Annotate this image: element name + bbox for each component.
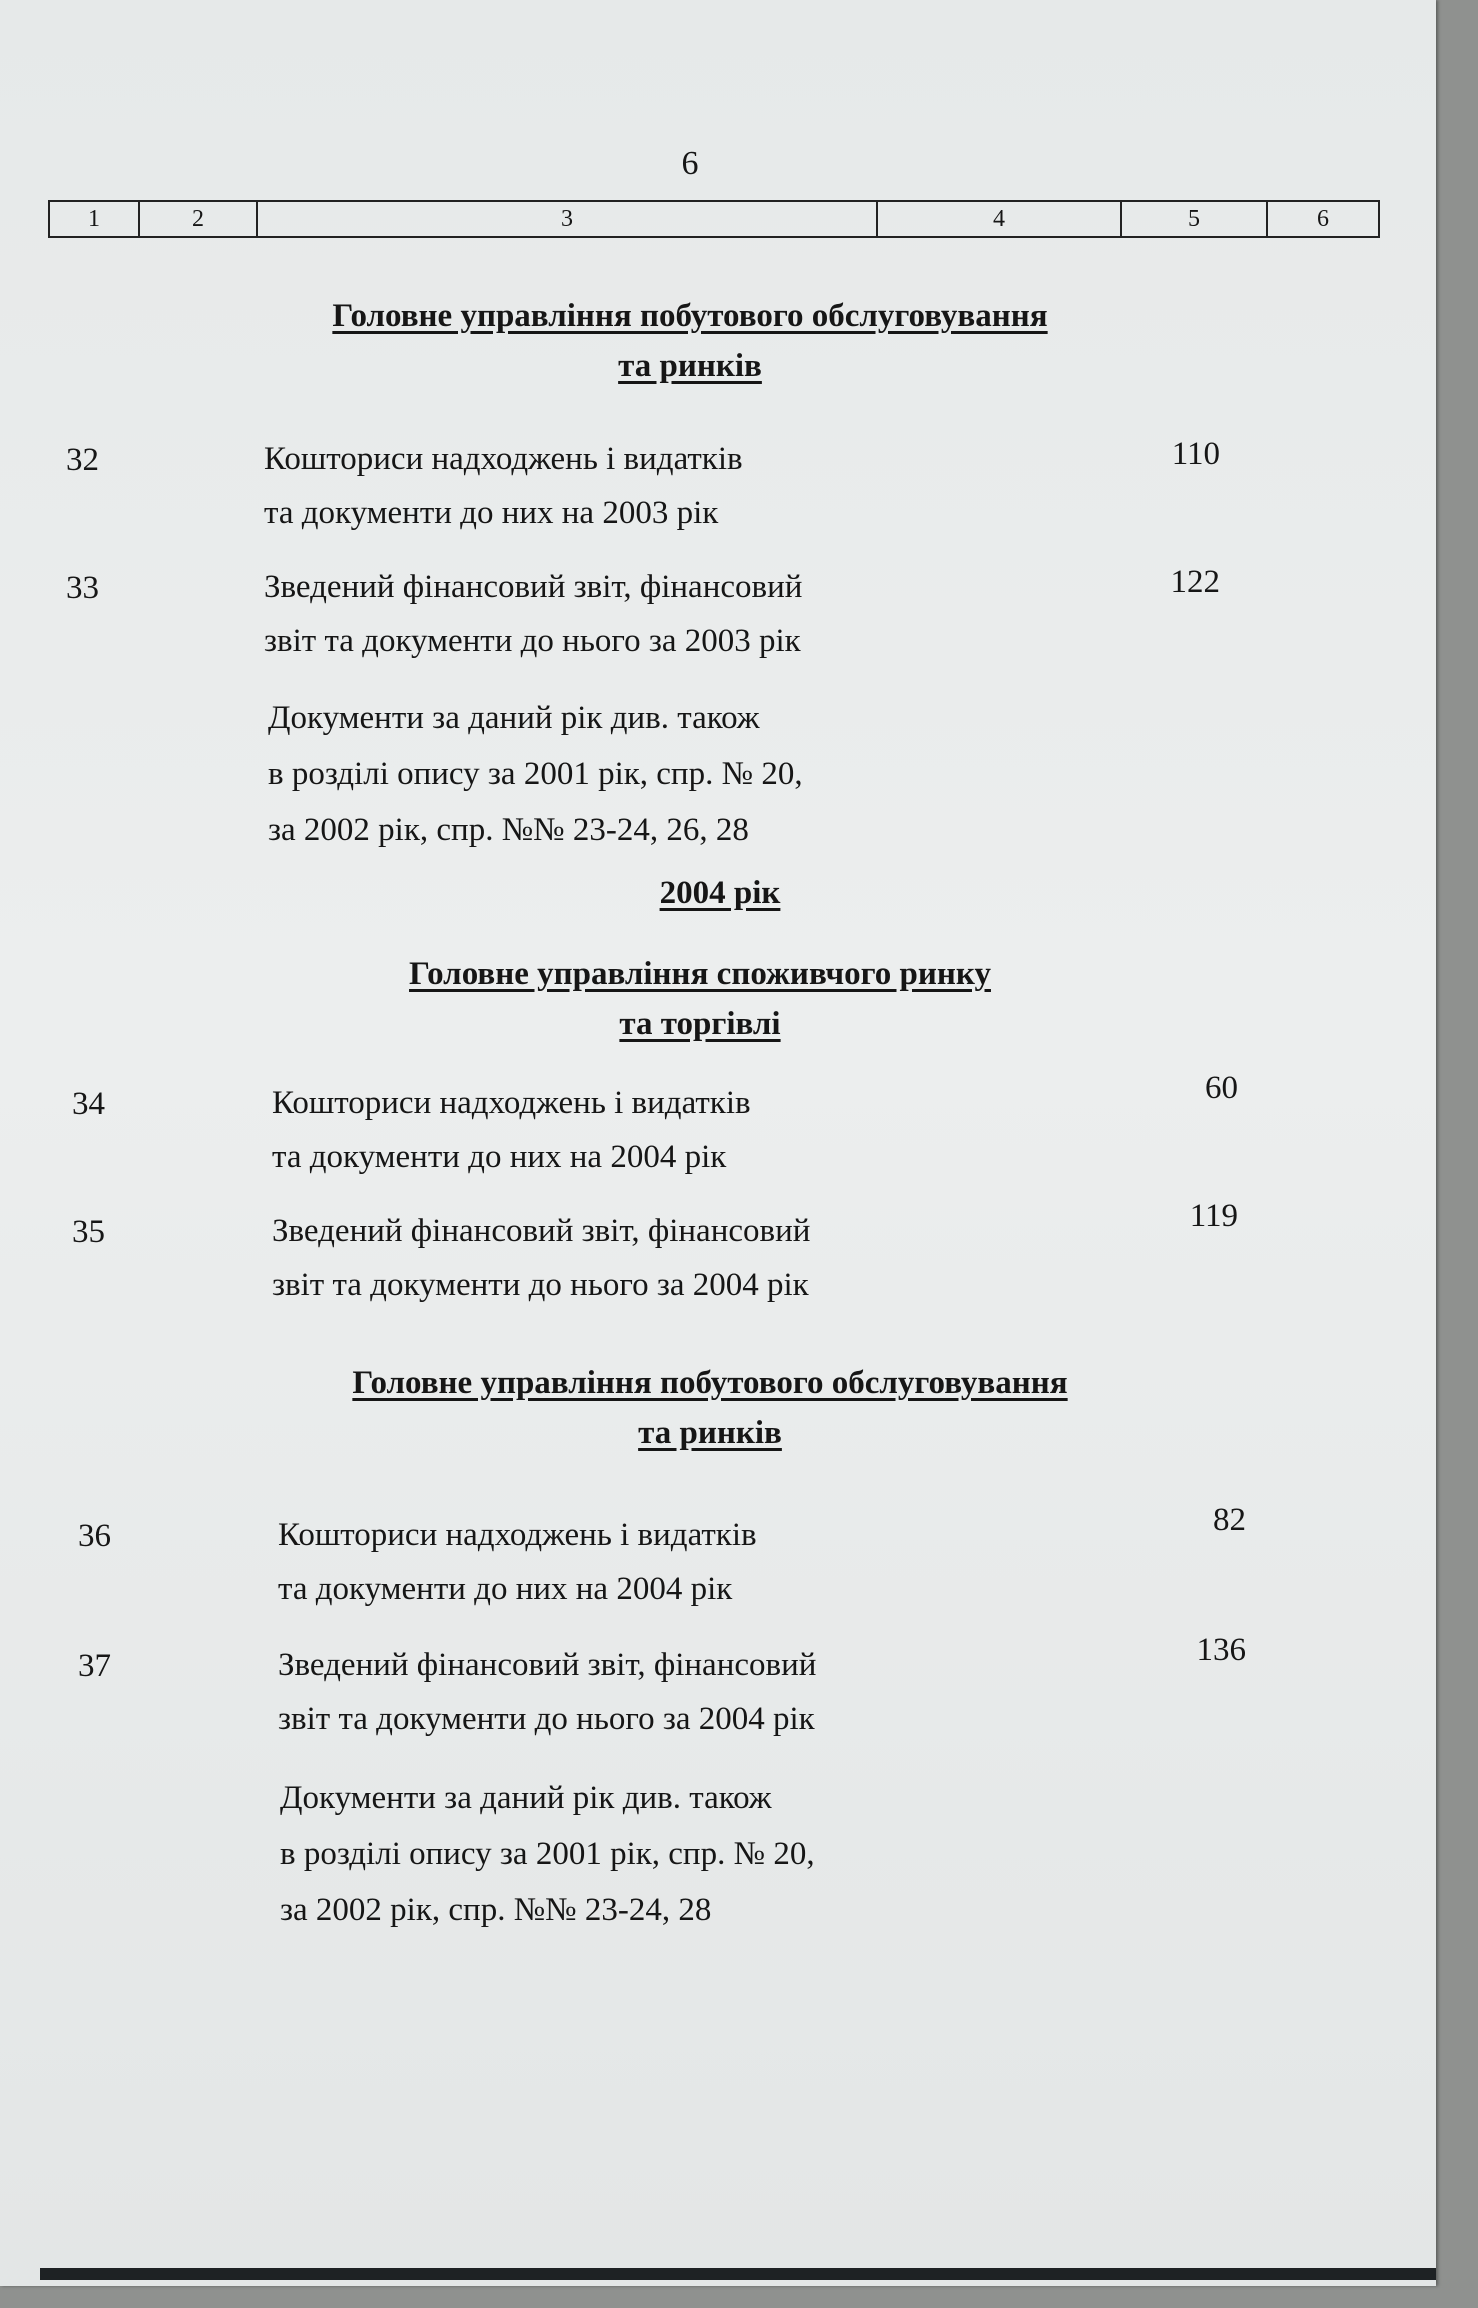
entry-page-count: 136 [1196, 1632, 1246, 1668]
column-header-6: 6 [1317, 205, 1329, 232]
section-heading-household-services [240, 291, 1140, 391]
section-heading-consumer-market [290, 949, 1110, 1049]
section-heading-household-services-2004 [260, 1358, 1160, 1458]
column-header-2: 2 [140, 202, 258, 236]
entry-title: Кошториси надходжень і видатків та документи до них на 2004 рік [278, 1517, 757, 1607]
column-header-5: 5 [1122, 202, 1268, 236]
entry-page-count: 82 [1213, 1502, 1246, 1538]
entry-page-count: 119 [1189, 1198, 1238, 1234]
entry-title: Зведений фінансовий звіт, фінансовий звіт та документи до нього за 2003 рік [264, 569, 803, 659]
entry-number: 33 [66, 570, 99, 606]
page-bottom-border [40, 2268, 1436, 2280]
entry-title: Зведений фінансовий звіт, фінансовий звіт та документи до нього за 2004 рік [278, 1647, 817, 1737]
entry-number: 36 [78, 1518, 111, 1554]
page-number: 6 [681, 145, 699, 182]
entry-number: 35 [72, 1214, 105, 1250]
entry-title: Кошториси надходжень і видатків та документи до них на 2004 рік [272, 1085, 751, 1175]
entry-title: Кошториси надходжень і видатків та документи до них на 2003 рік [264, 441, 743, 531]
column-header-4: 4 [878, 202, 1122, 236]
column-header-3: 3 [258, 202, 878, 236]
entry-number: 32 [66, 442, 99, 478]
entry-page-count: 60 [1205, 1070, 1238, 1106]
cross-reference-note: Документи за даний рік див. також в розділі опису за 2001 рік, спр. № 20, за 2002 рік, спр. №№ 23-24, 26, 28 [268, 700, 803, 848]
section-heading-line: Головне управління побутового обслуговування [332, 298, 1048, 334]
entry-page-count: 110 [1171, 436, 1220, 472]
cross-reference-note: Документи за даний рік див. також в розділі опису за 2001 рік, спр. № 20, за 2002 рік, спр. №№ 23-24, 28 [280, 1780, 815, 1928]
column-header-row [48, 200, 1380, 238]
entry-title: Зведений фінансовий звіт, фінансовий звіт та документи до нього за 2004 рік [272, 1213, 811, 1303]
section-heading-line: Головне управління побутового обслуговування [352, 1365, 1068, 1401]
section-heading-line: та ринків [638, 1415, 782, 1451]
section-heading-line: та торгівлі [619, 1006, 781, 1042]
section-heading-line: Головне управління споживчого ринку [409, 956, 991, 992]
year-heading: 2004 рік [659, 875, 781, 911]
section-heading-line: та ринків [618, 348, 762, 384]
entry-page-count: 122 [1170, 564, 1220, 600]
entry-number: 37 [78, 1648, 111, 1684]
column-header-1: 1 [50, 202, 140, 236]
entry-number: 34 [72, 1086, 105, 1122]
